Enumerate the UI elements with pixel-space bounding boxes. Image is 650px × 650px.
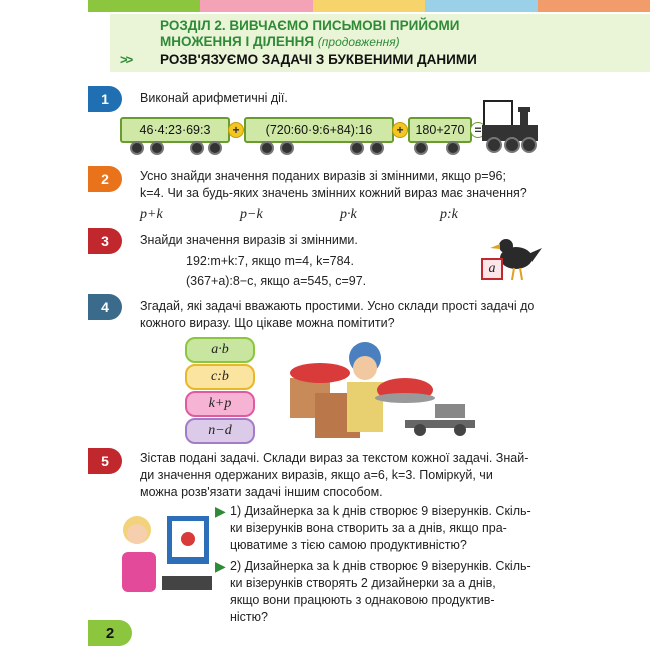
- task5-line1: Зістав подані задачі. Склади вираз за текстом кожної задачі. Знай-: [140, 451, 529, 465]
- plus-coupler-1: +: [228, 122, 244, 138]
- expression-pill-2: c:b: [185, 364, 255, 390]
- train-illustration: [120, 117, 540, 157]
- task4-text: [140, 298, 560, 332]
- lesson-subtitle: РОЗВ'ЯЗУЄМО ЗАДАЧІ З БУКВЕНИМИ ДАНИМИ: [160, 52, 477, 67]
- task3-expr-1: 192:m+k:7, якщо m=4, k=784.: [186, 254, 354, 268]
- wagon-3: 180+270: [408, 117, 472, 143]
- chevron-right-icon: ▶: [215, 503, 226, 519]
- task2-line2: k=4. Чи за будь-яких значень змінних кожний вираз має значення?: [140, 186, 527, 200]
- wagon-2: (720:60·9:6+84):16: [244, 117, 394, 143]
- expression-pill-3: k+p: [185, 391, 255, 417]
- task3-instruction: Знайди значення виразів зі змінними.: [140, 233, 358, 247]
- designer-at-computer-illustration: [112, 508, 212, 598]
- plus-coupler-2: +: [392, 122, 408, 138]
- top-color-strip: [88, 0, 650, 12]
- task2-text: [140, 168, 560, 202]
- locomotive-icon: [482, 99, 540, 157]
- task2-expr-4: p:k: [440, 207, 458, 222]
- task5-problem-2: 2) Дизайнерка за k днів створює 9 візерунків. Скіль- ки візерунків створять 2 дизайнерки за a днів, якщо вони працюють з однаковою продуктив- ністю?: [230, 559, 531, 624]
- task4-line1: Згадай, які задачі вважають простими. Усно склади прості задачі до: [140, 299, 535, 313]
- chevron-right-icon: ▶: [215, 558, 226, 574]
- double-chevron-icon: >>: [120, 52, 132, 67]
- section-title-line1: РОЗДІЛ 2. ВИВЧАЄМО ПИСЬМОВІ ПРИЙОМИ: [160, 18, 460, 33]
- section-title: [160, 18, 490, 50]
- task-number-5: 5: [88, 448, 122, 474]
- section-title-continued: (продовження): [317, 35, 400, 49]
- task5-text: [140, 450, 560, 501]
- task2-expr-1: p+k: [140, 207, 163, 222]
- task-number-2: 2: [88, 166, 122, 192]
- page-number: 2: [88, 620, 132, 646]
- task-number-4: 4: [88, 294, 122, 320]
- wagon-1: 46·4:23·69:3: [120, 117, 230, 143]
- task5-line2: ди значення одержаних виразів, якщо a=6, k=3. Поміркуй, чи: [140, 468, 493, 482]
- task5-line3: можна розв'язати задачі іншим способом.: [140, 485, 383, 499]
- task2-expr-2: p−k: [240, 207, 263, 222]
- task4-line2: кожного виразу. Що цікаве можна помітити?: [140, 316, 395, 330]
- crow-letter-card: a: [481, 258, 503, 280]
- section-title-line2: МНОЖЕННЯ І ДІЛЕННЯ: [160, 34, 315, 49]
- task2-expr-3: p·k: [340, 207, 357, 222]
- task5-problem-1: 1) Дизайнерка за k днів створює 9 візерунків. Скіль- ки візерунків вона створить за a днів, якщо пра- цюватиме з тією самою продуктивністю?: [230, 504, 531, 552]
- task-number-3: 3: [88, 228, 122, 254]
- woman-with-strawberries-illustration: [285, 338, 485, 440]
- task1-instruction: Виконай арифметичні дії.: [140, 91, 288, 105]
- task-number-1: 1: [88, 86, 122, 112]
- task3-expr-2: (367+a):8−c, якщо a=545, c=97.: [186, 274, 367, 288]
- equals-coupler: =: [470, 122, 486, 138]
- task2-line1: Усно знайди значення поданих виразів зі змінними, якщо p=96;: [140, 169, 506, 183]
- expression-pill-1: a·b: [185, 337, 255, 363]
- expression-pill-4: n−d: [185, 418, 255, 444]
